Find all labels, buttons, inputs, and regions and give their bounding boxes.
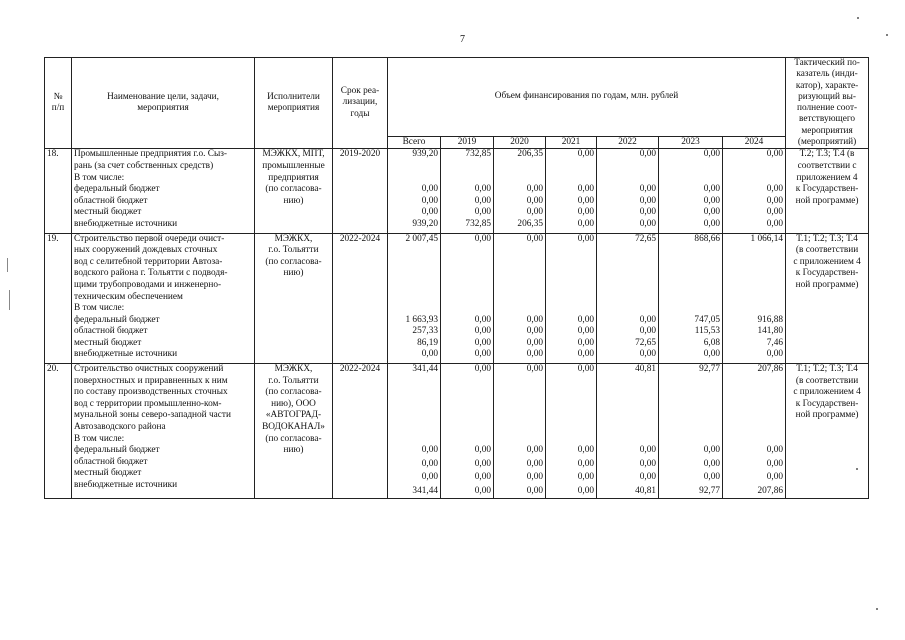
amount-2021: 0,00 0,00 0,00 0,00 0,00 — [546, 233, 597, 364]
header-year-2024: 2024 — [723, 137, 786, 149]
row-number: 18. — [45, 149, 72, 233]
amount-2021: 0,00 0,00 0,00 0,00 0,00 — [546, 149, 597, 233]
header-term: Срок реа- лизации, годы — [333, 58, 388, 149]
row-term: 2019-2020 — [333, 149, 388, 233]
header-name: Наименование цели, задачи, мероприятия — [72, 58, 255, 149]
header-year-2022: 2022 — [597, 137, 659, 149]
scan-speck — [856, 468, 858, 470]
amount-2022: 40,81 0,00 0,00 0,00 40,81 — [597, 364, 659, 499]
amount-2021: 0,00 0,00 0,00 0,00 0,00 — [546, 364, 597, 499]
amount-2022: 0,00 0,00 0,00 0,00 0,00 — [597, 149, 659, 233]
amount-2023: 868,66 747,05 115,53 6,08 0,00 — [659, 233, 723, 364]
header-num: № п/п — [45, 58, 72, 149]
header-year-2023: 2023 — [659, 137, 723, 149]
row-executors: МЭЖКХ, МПТ, промышленные предприятия (по согласова- нию) — [255, 149, 333, 233]
row-term: 2022-2024 — [333, 233, 388, 364]
scan-edge-mark — [9, 290, 10, 310]
amount-2020: 0,00 0,00 0,00 0,00 0,00 — [494, 364, 546, 499]
row-tactical: Т.1; Т.2; Т.3; Т.4 (в соответствии с приложением 4 к Государствен- ной программе) — [786, 233, 869, 364]
amount-2022: 72,65 0,00 0,00 72,65 0,00 — [597, 233, 659, 364]
row-tactical: Т.2; Т.3; Т.4 (в соответствии с приложением 4 к Государствен- ной программе) — [786, 149, 869, 233]
page-number: 7 — [460, 34, 465, 45]
amount-2020: 0,00 0,00 0,00 0,00 0,00 — [494, 233, 546, 364]
header-year-2021: 2021 — [546, 137, 597, 149]
amount-2019: 0,00 0,00 0,00 0,00 0,00 — [441, 364, 494, 499]
table-row — [45, 233, 869, 364]
funding-table — [44, 57, 869, 499]
header-year-2020: 2020 — [494, 137, 546, 149]
row-name: Строительство первой очереди очист- ных сооружений дождевых сточных вод с селитебной территории Автоза- водского района г. Тольятти с подводя- щими трубопроводами и инженерно- техническим обеспечением В том числе: федеральный бюджет областной бюджет местный бюджет внебюджетные источники — [72, 233, 255, 364]
table-row — [45, 149, 869, 233]
amount-2023: 0,00 0,00 0,00 0,00 0,00 — [659, 149, 723, 233]
scan-speck — [857, 17, 859, 19]
row-executors: МЭЖКХ, г.о. Тольятти (по согласова- нию) — [255, 233, 333, 364]
amount-total: 939,20 0,00 0,00 0,00 939,20 — [388, 149, 441, 233]
amount-2023: 92,77 0,00 0,00 0,00 92,77 — [659, 364, 723, 499]
header-funding-title: Объем финансирования по годам, млн. рублей — [388, 58, 786, 137]
header-year-total: Всего — [388, 137, 441, 149]
amount-2020: 206,35 0,00 0,00 0,00 206,35 — [494, 149, 546, 233]
amount-2019: 732,85 0,00 0,00 0,00 732,85 — [441, 149, 494, 233]
header-year-2019: 2019 — [441, 137, 494, 149]
row-name: Промышленные предприятия г.о. Сыз- рань (за счет собственных средств) В том числе: федеральный бюджет областной бюджет местный бюджет внебюджетные источники — [72, 149, 255, 233]
row-number: 20. — [45, 364, 72, 499]
row-name: Строительство очистных сооружений поверхностных и приравненных к ним по составу производственных сточных вод с территории промышленно-ком- мунальной зоны северо-западной части Автозаводского района В том числе: федеральный бюджет областной бюджет местный бюджет внебюджетные источники — [72, 364, 255, 499]
row-number: 19. — [45, 233, 72, 364]
amount-total: 2 007,45 1 663,93 257,33 86,19 0,00 — [388, 233, 441, 364]
scan-speck — [876, 608, 878, 610]
scan-edge-mark — [7, 258, 8, 272]
header-tactical: Тактический по- казатель (инди- катор), характе- ризующий вы- полнение соот- ветствующего мероприятия (мероприятий) — [786, 58, 869, 149]
amount-2024: 1 066,14 916,88 141,80 7,46 0,00 — [723, 233, 786, 364]
row-executors: МЭЖКХ, г.о. Тольятти (по согласова- нию), ООО «АВТОГРАД- ВОДОКАНАЛ» (по согласова- нию) — [255, 364, 333, 499]
scan-speck — [886, 34, 888, 36]
amount-2019: 0,00 0,00 0,00 0,00 0,00 — [441, 233, 494, 364]
table-row — [45, 364, 869, 499]
row-tactical: Т.1; Т.2; Т.3; Т.4 (в соответствии с приложением 4 к Государствен- ной программе) — [786, 364, 869, 499]
amount-2024: 0,00 0,00 0,00 0,00 0,00 — [723, 149, 786, 233]
row-term: 2022-2024 — [333, 364, 388, 499]
header-executors: Исполнители мероприятия — [255, 58, 333, 149]
amount-total: 341,44 0,00 0,00 0,00 341,44 — [388, 364, 441, 499]
amount-2024: 207,86 0,00 0,00 0,00 207,86 — [723, 364, 786, 499]
